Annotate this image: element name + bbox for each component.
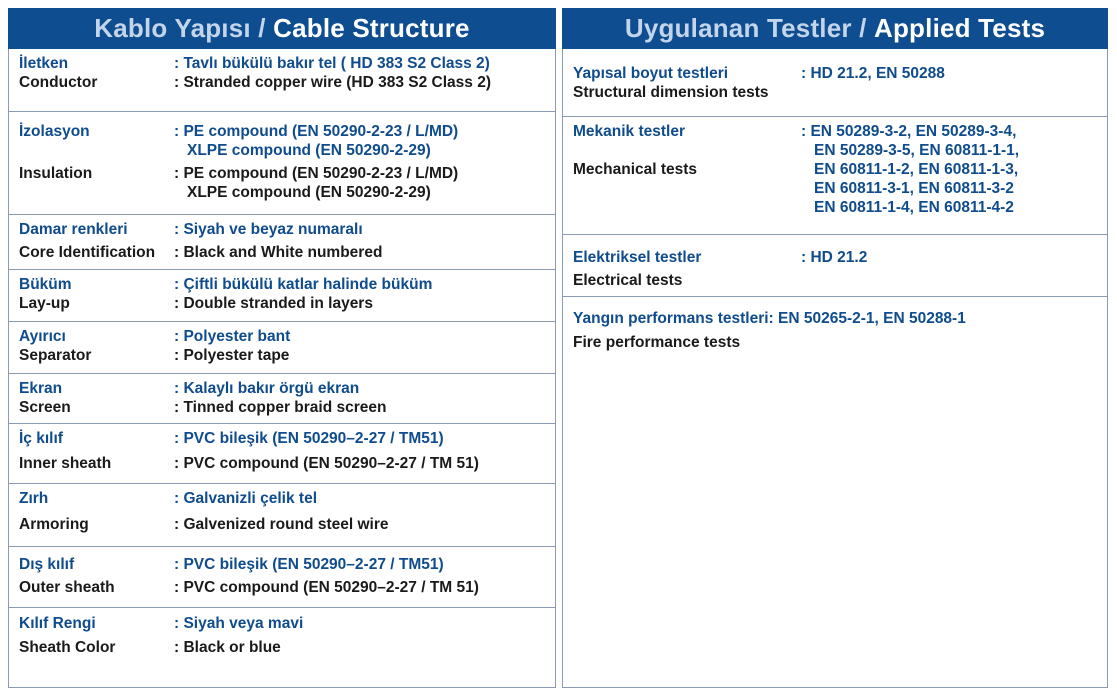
applied-tests-panel: [562, 8, 1108, 688]
row-value-en: : Tinned copper braid screen: [174, 399, 387, 416]
test-value: EN 50289-3-5, EN 60811-1-1,: [814, 142, 1020, 159]
row-value-tr: : Tavlı bükülü bakır tel ( HD 383 S2 Class 2): [174, 55, 490, 72]
row-label-tr: Büküm: [19, 276, 72, 293]
row-label-tr: Ayırıcı: [19, 328, 66, 345]
cable-structure-panel: [8, 8, 556, 688]
test-label-tr: Yangın performans testleri: [573, 310, 769, 327]
row-value-en: : Double stranded in layers: [174, 295, 373, 312]
row-value-en: : Stranded copper wire (HD 383 S2 Class 2): [174, 74, 491, 91]
row-value-en: : Polyester tape: [174, 347, 290, 364]
row-value-tr: : Siyah ve beyaz numaralı: [174, 221, 363, 238]
row-value-en: : Black and White numbered: [174, 244, 383, 261]
row-inner-sheath: [9, 423, 555, 483]
row-label-tr: İç kılıf: [19, 430, 63, 447]
row-label-tr: İzolasyon: [19, 123, 90, 140]
row-structural-tests: [563, 49, 1107, 116]
test-label-en: Electrical tests: [573, 272, 683, 289]
row-core-identification: [9, 214, 555, 269]
test-label-en: Mechanical tests: [573, 161, 698, 178]
row-armoring: [9, 483, 555, 546]
row-value-en: : PVC compound (EN 50290–2-27 / TM 51): [174, 579, 479, 596]
applied-tests-table: [562, 49, 1108, 688]
row-screen: [9, 373, 555, 423]
row-label-en: Armoring: [19, 516, 89, 533]
row-label-en: Inner sheath: [19, 455, 112, 472]
row-value-tr: : PE compound (EN 50290-2-23 / L/MD): [174, 123, 459, 140]
row-conductor: [9, 49, 555, 111]
row-label-en: Insulation: [19, 165, 93, 182]
row-label-en: Outer sheath: [19, 579, 115, 596]
row-value-tr-line2: XLPE compound (EN 50290-2-29): [187, 142, 431, 159]
row-value-en: : PVC compound (EN 50290–2-27 / TM 51): [174, 455, 479, 472]
row-value-tr: : Çiftli bükülü katlar halinde büküm: [174, 276, 433, 293]
header-title-en: Cable Structure: [273, 13, 470, 43]
row-label-en: Lay-up: [19, 295, 70, 312]
cable-structure-table: [8, 49, 556, 688]
row-label-en: Sheath Color: [19, 639, 116, 656]
row-value-tr: : Polyester bant: [174, 328, 291, 345]
row-sheath-color: [9, 607, 555, 688]
row-label-en: Conductor: [19, 74, 98, 91]
row-value-tr: : Galvanizli çelik tel: [174, 490, 318, 507]
row-label-en: Screen: [19, 399, 71, 416]
test-value: EN 60811-3-1, EN 60811-3-2: [814, 180, 1014, 197]
header-title-en: Applied Tests: [874, 13, 1046, 43]
test-value: : HD 21.2: [801, 249, 868, 266]
row-value-en: : Galvenized round steel wire: [174, 516, 389, 533]
row-label-tr: Zırh: [19, 490, 49, 507]
test-value: EN 60811-1-2, EN 60811-1-3,: [814, 161, 1019, 178]
row-fire-tests: [563, 296, 1107, 686]
header-title-tr: Uygulanan Testler /: [624, 13, 867, 43]
test-value: : HD 21.2, EN 50288: [801, 65, 945, 82]
cable-structure-header: [8, 8, 556, 49]
test-label-en: Fire performance tests: [573, 334, 741, 351]
row-value-tr: : PVC bileşik (EN 50290–2-27 / TM51): [174, 430, 444, 447]
test-label-en: Structural dimension tests: [573, 84, 769, 101]
row-outer-sheath: [9, 546, 555, 607]
test-label-tr: Mekanik testler: [573, 123, 685, 140]
row-value-en: : PE compound (EN 50290-2-23 / L/MD): [174, 165, 459, 182]
row-insulation: [9, 111, 555, 214]
row-label-tr: Dış kılıf: [19, 556, 75, 573]
row-label-tr: İletken: [19, 55, 69, 72]
test-value: EN 60811-1-4, EN 60811-4-2: [814, 199, 1014, 216]
row-label-tr: Ekran: [19, 380, 63, 397]
row-electrical-tests: [563, 234, 1107, 296]
row-value-en: : Black or blue: [174, 639, 281, 656]
row-mechanical-tests: [563, 116, 1107, 234]
row-value-tr: : Siyah veya mavi: [174, 615, 304, 632]
row-value-tr: : PVC bileşik (EN 50290–2-27 / TM51): [174, 556, 444, 573]
applied-tests-header: [562, 8, 1108, 49]
row-separator: [9, 321, 555, 373]
row-label-en: Separator: [19, 347, 92, 364]
header-title-tr: Kablo Yapısı /: [94, 13, 266, 43]
row-label-tr: Kılıf Rengi: [19, 615, 96, 632]
row-label-en: Core Identification: [19, 244, 156, 261]
row-value-en-line2: XLPE compound (EN 50290-2-29): [187, 184, 431, 201]
row-value-tr: : Kalaylı bakır örgü ekran: [174, 380, 360, 397]
test-label-tr: Yapısal boyut testleri: [573, 65, 729, 82]
row-lay-up: [9, 269, 555, 321]
test-value: : EN 50265-2-1, EN 50288-1: [768, 310, 966, 327]
test-value: : EN 50289-3-2, EN 50289-3-4,: [801, 123, 1017, 140]
test-label-tr: Elektriksel testler: [573, 249, 702, 266]
row-label-tr: Damar renkleri: [19, 221, 128, 238]
